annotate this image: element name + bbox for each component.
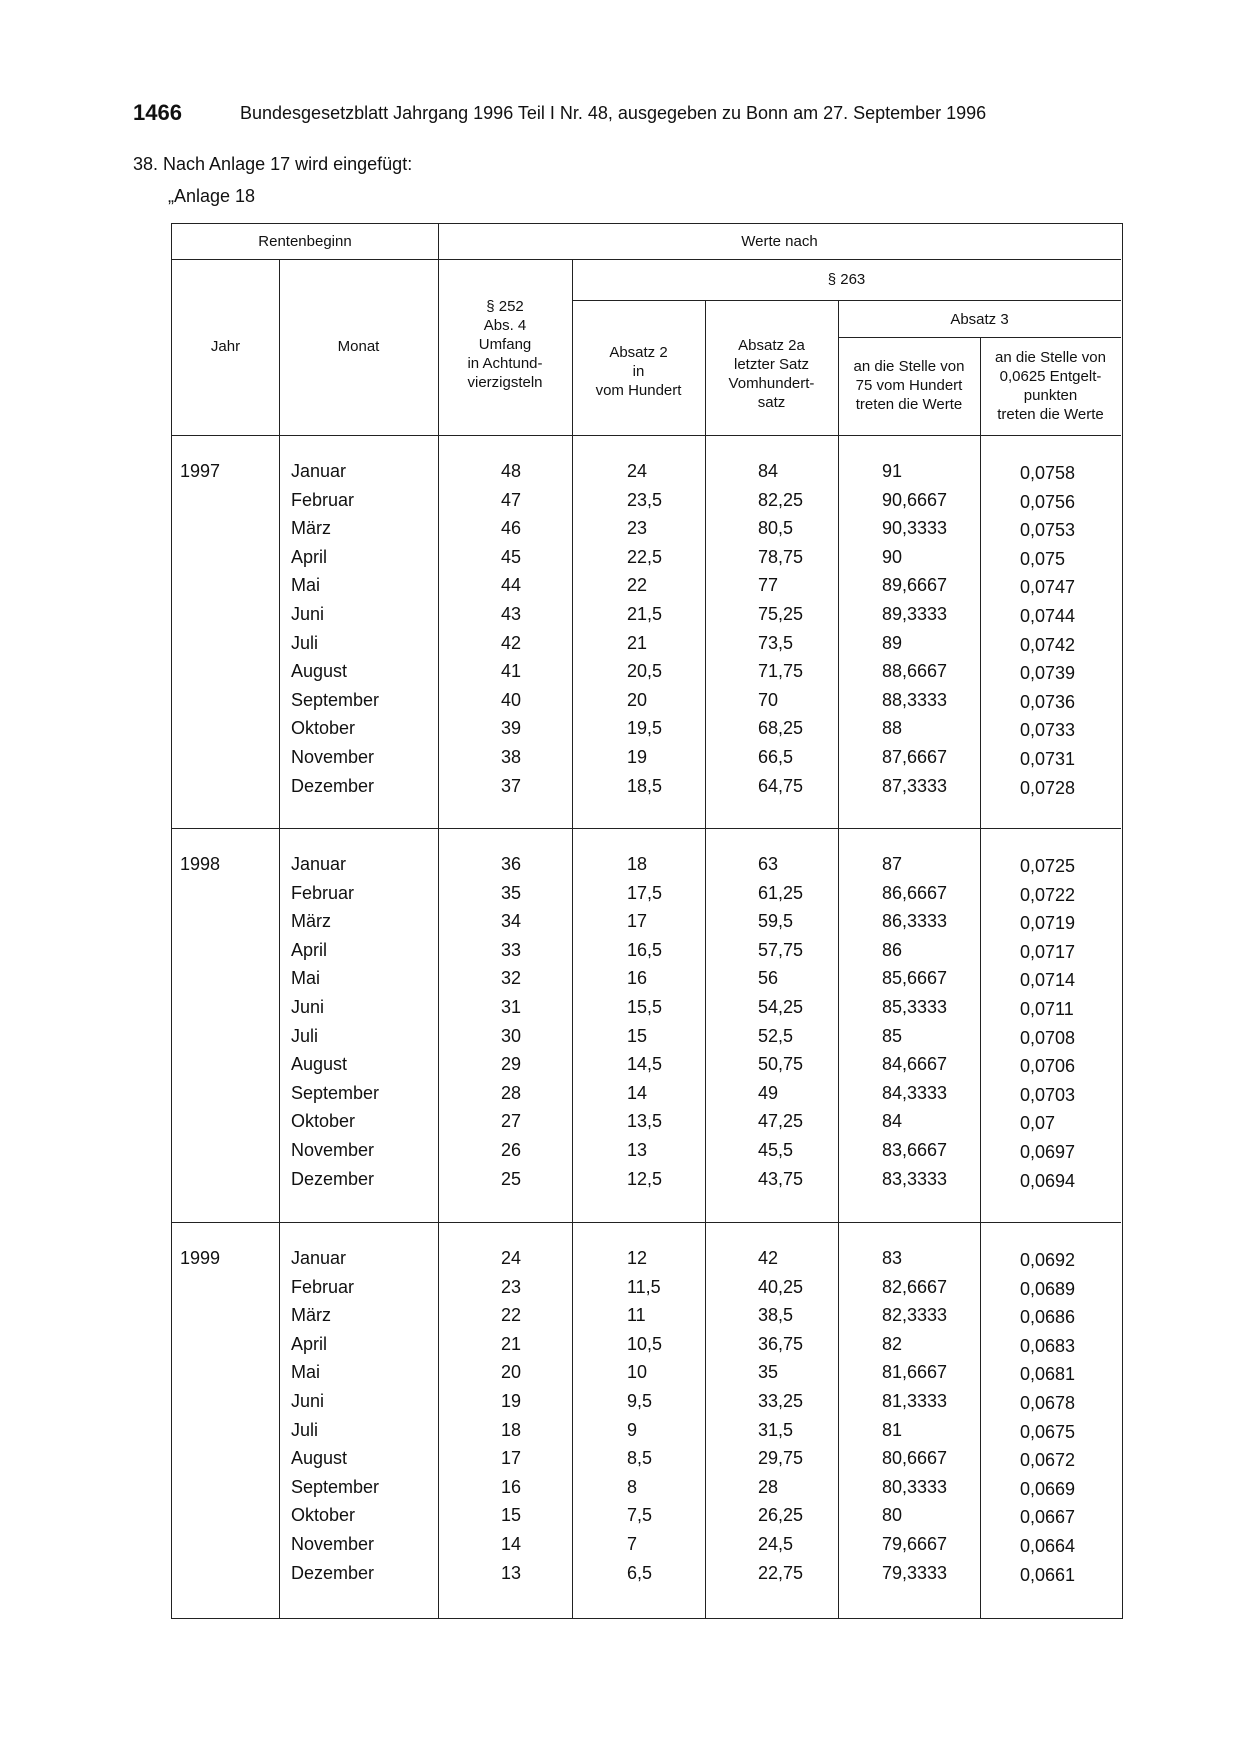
value-cell: 31 xyxy=(501,997,522,1017)
header-line: treten die Werte xyxy=(997,406,1104,423)
value-cell: 16 xyxy=(501,1476,522,1497)
value-cell: 0,075 xyxy=(1020,548,1066,569)
value-cell: 36,75 xyxy=(758,1333,804,1354)
value-cell: 20 xyxy=(627,689,648,710)
month-cell: Juni xyxy=(291,1391,325,1411)
header-line: treten die Werte xyxy=(855,396,963,413)
value-cell: 79,6667 xyxy=(882,1534,948,1554)
value-cell: 21,5 xyxy=(627,604,663,624)
value-cell: 8,5 xyxy=(627,1448,653,1469)
value-cell: 56 xyxy=(758,968,779,989)
page-number: 1466 xyxy=(133,100,182,125)
value-cell: 45 xyxy=(501,546,522,567)
month-cell: April xyxy=(291,546,328,567)
month-cell: Dezember xyxy=(291,775,375,796)
month-cell: November xyxy=(291,1534,375,1554)
value-cell: 29,75 xyxy=(758,1448,804,1469)
value-cell: 42 xyxy=(758,1248,779,1268)
month-cell: Februar xyxy=(291,882,355,903)
divider xyxy=(172,435,1121,436)
value-cell: 31,5 xyxy=(758,1419,794,1440)
value-cell: 21 xyxy=(627,632,648,653)
value-cell: 77 xyxy=(758,575,779,596)
value-cell: 0,0667 xyxy=(1020,1507,1076,1528)
value-cell: 18 xyxy=(627,854,648,874)
value-cell: 0,0669 xyxy=(1020,1478,1076,1499)
divider xyxy=(572,259,573,1618)
divider xyxy=(838,300,839,1618)
month-cell: März xyxy=(291,911,331,932)
header-line: Umfang xyxy=(478,336,532,353)
value-cell: 82,25 xyxy=(758,489,804,510)
value-cell: 20 xyxy=(501,1362,522,1383)
value-cell: 40 xyxy=(501,689,522,710)
value-cell: 83 xyxy=(882,1248,903,1268)
value-cell: 73,5 xyxy=(758,632,794,653)
divider xyxy=(838,337,1121,338)
value-cell: 0,0753 xyxy=(1020,520,1076,541)
value-cell: 35 xyxy=(758,1362,779,1383)
value-cell: 0,0689 xyxy=(1020,1278,1076,1299)
header-line: 0,0625 Entgelt- xyxy=(999,368,1102,385)
value-cell: 13,5 xyxy=(627,1111,663,1132)
header-line: punkten xyxy=(1023,387,1078,404)
value-cell: 12 xyxy=(627,1248,648,1268)
month-cell: Dezember xyxy=(291,1562,375,1583)
month-cell: März xyxy=(291,1305,331,1326)
divider xyxy=(172,259,1121,260)
month-cell: Mai xyxy=(291,575,321,596)
divider xyxy=(172,828,1121,829)
value-cell: 0,0664 xyxy=(1020,1536,1076,1556)
value-cell: 35 xyxy=(501,882,522,903)
value-cell: 87,6667 xyxy=(882,747,948,767)
value-cell: 30 xyxy=(501,1025,522,1046)
header-line: in xyxy=(632,363,645,380)
value-cell: 24,5 xyxy=(758,1534,794,1554)
amendment-instruction: 38. Nach Anlage 17 wird eingefügt: xyxy=(133,154,413,174)
value-cell: 16,5 xyxy=(627,939,663,960)
month-cell: Februar xyxy=(291,1276,355,1297)
month-cell: April xyxy=(291,939,328,960)
header-jahr: Jahr xyxy=(210,338,241,355)
header-line: Absatz 2a xyxy=(738,337,805,354)
month-cell: Oktober xyxy=(291,1111,356,1132)
value-cell: 23 xyxy=(627,518,648,539)
header-p263: § 263 xyxy=(827,271,866,288)
value-cell: 47 xyxy=(501,489,522,510)
value-cell: 20,5 xyxy=(627,661,663,682)
value-cell: 29 xyxy=(501,1054,522,1075)
value-cell: 38,5 xyxy=(758,1305,794,1326)
value-cell: 0,0681 xyxy=(1020,1364,1076,1385)
value-cell: 0,0711 xyxy=(1020,999,1074,1019)
value-cell: 10 xyxy=(627,1362,648,1383)
value-cell: 13 xyxy=(501,1562,522,1583)
value-cell: 0,0686 xyxy=(1020,1307,1076,1328)
header-p252 xyxy=(438,297,572,392)
value-cell: 0,0725 xyxy=(1020,856,1076,876)
value-cell: 0,0731 xyxy=(1020,749,1076,769)
value-cell: 0,0694 xyxy=(1020,1170,1076,1191)
value-cell: 63 xyxy=(758,854,779,874)
value-cell: 83,3333 xyxy=(882,1168,948,1189)
value-cell: 0,0739 xyxy=(1020,663,1076,684)
divider xyxy=(572,300,1121,301)
month-cell: August xyxy=(291,1054,348,1075)
value-cell: 19 xyxy=(501,1391,522,1411)
value-cell: 37 xyxy=(501,775,522,796)
value-cell: 22 xyxy=(501,1305,522,1326)
value-cell: 26,25 xyxy=(758,1505,804,1526)
header-line: in Achtund- xyxy=(467,355,543,372)
value-cell: 86 xyxy=(882,939,903,960)
header-line: 75 vom Hundert xyxy=(855,377,963,394)
value-cell: 0,0756 xyxy=(1020,491,1076,512)
month-cell: September xyxy=(291,1082,380,1103)
month-cell: Juli xyxy=(291,632,319,653)
value-cell: 0,0703 xyxy=(1020,1084,1076,1105)
header-absatz2 xyxy=(572,343,705,400)
divider xyxy=(980,337,981,1618)
month-cell: Juli xyxy=(291,1025,319,1046)
value-cell: 15 xyxy=(627,1025,648,1046)
value-cell: 82,3333 xyxy=(882,1305,948,1326)
value-cell: 17,5 xyxy=(627,882,663,903)
header-line: vierzigsteln xyxy=(467,374,543,391)
header-stelle-75 xyxy=(838,357,980,414)
value-cell: 89,6667 xyxy=(882,575,948,596)
value-cell: 19 xyxy=(627,747,648,767)
value-cell: 80,3333 xyxy=(882,1476,948,1497)
value-cell: 15 xyxy=(501,1505,522,1526)
month-cell: Juni xyxy=(291,997,325,1017)
value-cell: 59,5 xyxy=(758,911,794,932)
value-cell: 14,5 xyxy=(627,1054,663,1075)
value-cell: 0,0706 xyxy=(1020,1056,1076,1077)
value-cell: 46 xyxy=(501,518,522,539)
value-cell: 41 xyxy=(501,661,522,682)
value-cell: 34 xyxy=(501,911,522,932)
month-cell: November xyxy=(291,747,375,767)
value-cell: 0,0683 xyxy=(1020,1335,1076,1356)
month-cell: September xyxy=(291,1476,380,1497)
divider xyxy=(705,300,706,1618)
value-cell: 80 xyxy=(882,1505,903,1526)
value-cell: 0,0758 xyxy=(1020,463,1076,483)
value-cell: 22,75 xyxy=(758,1562,804,1583)
value-cell: 87 xyxy=(882,854,903,874)
month-cell: Oktober xyxy=(291,718,356,739)
header-werte-nach: Werte nach xyxy=(741,233,818,250)
value-cell: 36 xyxy=(501,854,522,874)
value-cell: 45,5 xyxy=(758,1140,794,1160)
value-cell: 24 xyxy=(501,1248,522,1268)
header-line: Abs. 4 xyxy=(483,317,527,334)
value-cell: 13 xyxy=(627,1140,648,1160)
header-absatz3: Absatz 3 xyxy=(950,311,1009,328)
month-cell: Mai xyxy=(291,1362,321,1383)
value-cell: 14 xyxy=(501,1534,522,1554)
value-cell: 0,0744 xyxy=(1020,606,1076,626)
value-cell: 22 xyxy=(627,575,648,596)
header-line: an die Stelle von xyxy=(995,349,1106,366)
value-cell: 27 xyxy=(501,1111,522,1132)
value-cell: 79,3333 xyxy=(882,1562,948,1583)
value-cell: 50,75 xyxy=(758,1054,804,1075)
value-cell: 15,5 xyxy=(627,997,663,1017)
month-cell: Januar xyxy=(291,1248,347,1268)
value-cell: 10,5 xyxy=(627,1333,663,1354)
header-line: § 252 xyxy=(486,298,524,315)
value-cell: 21 xyxy=(501,1333,522,1354)
value-cell: 0,0692 xyxy=(1020,1250,1076,1270)
value-cell: 18,5 xyxy=(627,775,663,796)
value-cell: 0,0661 xyxy=(1020,1564,1076,1585)
header-stelle-0625 xyxy=(980,348,1121,424)
value-cell: 87,3333 xyxy=(882,775,948,796)
month-cell: Juli xyxy=(291,1419,319,1440)
month-cell: Juni xyxy=(291,604,325,624)
value-cell: 90,3333 xyxy=(882,518,948,539)
value-cell: 57,75 xyxy=(758,939,804,960)
anlage-title: „Anlage 18 xyxy=(168,186,256,206)
value-cell: 7,5 xyxy=(627,1505,653,1526)
value-cell: 8 xyxy=(627,1476,638,1497)
pension-values-table xyxy=(171,223,1123,1619)
divider xyxy=(172,1222,1121,1223)
header-monat: Monat xyxy=(337,338,380,355)
header-line: Absatz 2 xyxy=(609,344,668,361)
value-cell: 70 xyxy=(758,689,779,710)
value-cell: 28 xyxy=(758,1476,779,1497)
header-rentenbeginn: Rentenbeginn xyxy=(258,233,352,250)
value-cell: 0,0675 xyxy=(1020,1421,1076,1442)
month-cell: März xyxy=(291,518,331,539)
value-cell: 44 xyxy=(501,575,522,596)
value-cell: 0,0728 xyxy=(1020,777,1076,798)
value-cell: 11,5 xyxy=(627,1276,661,1297)
value-cell: 28 xyxy=(501,1082,522,1103)
value-cell: 42 xyxy=(501,632,522,653)
value-cell: 80,6667 xyxy=(882,1448,948,1469)
value-cell: 17 xyxy=(627,911,648,932)
value-cell: 75,25 xyxy=(758,604,804,624)
month-cell: Januar xyxy=(291,854,347,874)
value-cell: 82,6667 xyxy=(882,1276,948,1297)
header-line: Vomhundert- xyxy=(728,375,815,392)
value-cell: 23 xyxy=(501,1276,522,1297)
value-cell: 0,0714 xyxy=(1020,970,1076,991)
header-line: an die Stelle von xyxy=(853,358,965,375)
value-cell: 0,0736 xyxy=(1020,691,1076,712)
value-cell: 64,75 xyxy=(758,775,804,796)
value-cell: 81,3333 xyxy=(882,1391,948,1411)
value-cell: 86,6667 xyxy=(882,882,948,903)
value-cell: 0,0747 xyxy=(1020,577,1076,598)
value-cell: 71,75 xyxy=(758,661,804,682)
value-cell: 43 xyxy=(501,604,522,624)
value-cell: 19,5 xyxy=(627,718,663,739)
value-cell: 85,6667 xyxy=(882,968,948,989)
value-cell: 11 xyxy=(627,1305,646,1326)
value-cell: 85 xyxy=(882,1025,903,1046)
month-cell: August xyxy=(291,661,348,682)
value-cell: 66,5 xyxy=(758,747,794,767)
value-cell: 0,0678 xyxy=(1020,1393,1076,1413)
value-cell: 9 xyxy=(627,1419,638,1440)
value-cell: 68,25 xyxy=(758,718,804,739)
value-cell: 88 xyxy=(882,718,903,739)
value-cell: 16 xyxy=(627,968,648,989)
value-cell: 0,07 xyxy=(1020,1113,1056,1134)
value-cell: 33 xyxy=(501,939,522,960)
value-cell: 84,6667 xyxy=(882,1054,948,1075)
value-cell: 83,6667 xyxy=(882,1140,948,1160)
month-cell: Januar xyxy=(291,461,347,481)
value-cell: 91 xyxy=(882,461,903,481)
value-cell: 47,25 xyxy=(758,1111,804,1132)
value-cell: 38 xyxy=(501,747,522,767)
month-cell: Dezember xyxy=(291,1168,375,1189)
header-absatz2a xyxy=(705,336,838,412)
value-cell: 0,0672 xyxy=(1020,1450,1076,1471)
value-cell: 33,25 xyxy=(758,1391,804,1411)
month-cell: November xyxy=(291,1140,375,1160)
value-cell: 88,3333 xyxy=(882,689,948,710)
value-cell: 90,6667 xyxy=(882,489,948,510)
month-cell: Oktober xyxy=(291,1505,356,1526)
value-cell: 54,25 xyxy=(758,997,804,1017)
month-cell: August xyxy=(291,1448,348,1469)
value-cell: 23,5 xyxy=(627,489,663,510)
value-cell: 40,25 xyxy=(758,1276,804,1297)
value-cell: 6,5 xyxy=(627,1562,653,1583)
year-label: 1997 xyxy=(180,461,221,481)
value-cell: 0,0719 xyxy=(1020,913,1076,934)
value-cell: 9,5 xyxy=(627,1391,653,1411)
value-cell: 88,6667 xyxy=(882,661,948,682)
header-line: satz xyxy=(757,394,786,411)
value-cell: 82 xyxy=(882,1333,903,1354)
value-cell: 85,3333 xyxy=(882,997,948,1017)
header-line: letzter Satz xyxy=(733,356,810,373)
value-cell: 18 xyxy=(501,1419,522,1440)
divider xyxy=(279,259,280,1618)
month-cell: April xyxy=(291,1333,328,1354)
value-cell: 0,0722 xyxy=(1020,884,1076,905)
value-cell: 24 xyxy=(627,461,648,481)
year-label: 1999 xyxy=(180,1248,221,1268)
value-cell: 17 xyxy=(501,1448,522,1469)
value-cell: 39 xyxy=(501,718,522,739)
value-cell: 0,0697 xyxy=(1020,1142,1076,1162)
value-cell: 84,3333 xyxy=(882,1082,948,1103)
value-cell: 0,0717 xyxy=(1020,941,1076,962)
value-cell: 84 xyxy=(758,461,779,481)
value-cell: 22,5 xyxy=(627,546,663,567)
value-cell: 25 xyxy=(501,1168,522,1189)
value-cell: 7 xyxy=(627,1534,638,1554)
value-cell: 81,6667 xyxy=(882,1362,948,1383)
value-cell: 78,75 xyxy=(758,546,804,567)
running-header: Bundesgesetzblatt Jahrgang 1996 Teil I Nr. 48, ausgegeben zu Bonn am 27. September 1996 xyxy=(240,103,987,123)
value-cell: 32 xyxy=(501,968,522,989)
value-cell: 52,5 xyxy=(758,1025,794,1046)
value-cell: 48 xyxy=(501,461,522,481)
value-cell: 0,0708 xyxy=(1020,1027,1076,1048)
value-cell: 90 xyxy=(882,546,903,567)
value-cell: 26 xyxy=(501,1140,522,1160)
value-cell: 12,5 xyxy=(627,1168,663,1189)
value-cell: 61,25 xyxy=(758,882,804,903)
value-cell: 49 xyxy=(758,1082,779,1103)
divider xyxy=(438,224,439,1618)
value-cell: 89,3333 xyxy=(882,604,948,624)
value-cell: 0,0742 xyxy=(1020,634,1076,655)
value-cell: 0,0733 xyxy=(1020,720,1076,741)
value-cell: 84 xyxy=(882,1111,903,1132)
value-cell: 43,75 xyxy=(758,1168,804,1189)
month-cell: Februar xyxy=(291,489,355,510)
month-cell: September xyxy=(291,689,380,710)
value-cell: 86,3333 xyxy=(882,911,948,932)
value-cell: 80,5 xyxy=(758,518,794,539)
value-cell: 14 xyxy=(627,1082,648,1103)
header-line: vom Hundert xyxy=(595,382,682,399)
value-cell: 81 xyxy=(882,1419,903,1440)
year-label: 1998 xyxy=(180,854,221,874)
value-cell: 89 xyxy=(882,632,903,653)
month-cell: Mai xyxy=(291,968,321,989)
